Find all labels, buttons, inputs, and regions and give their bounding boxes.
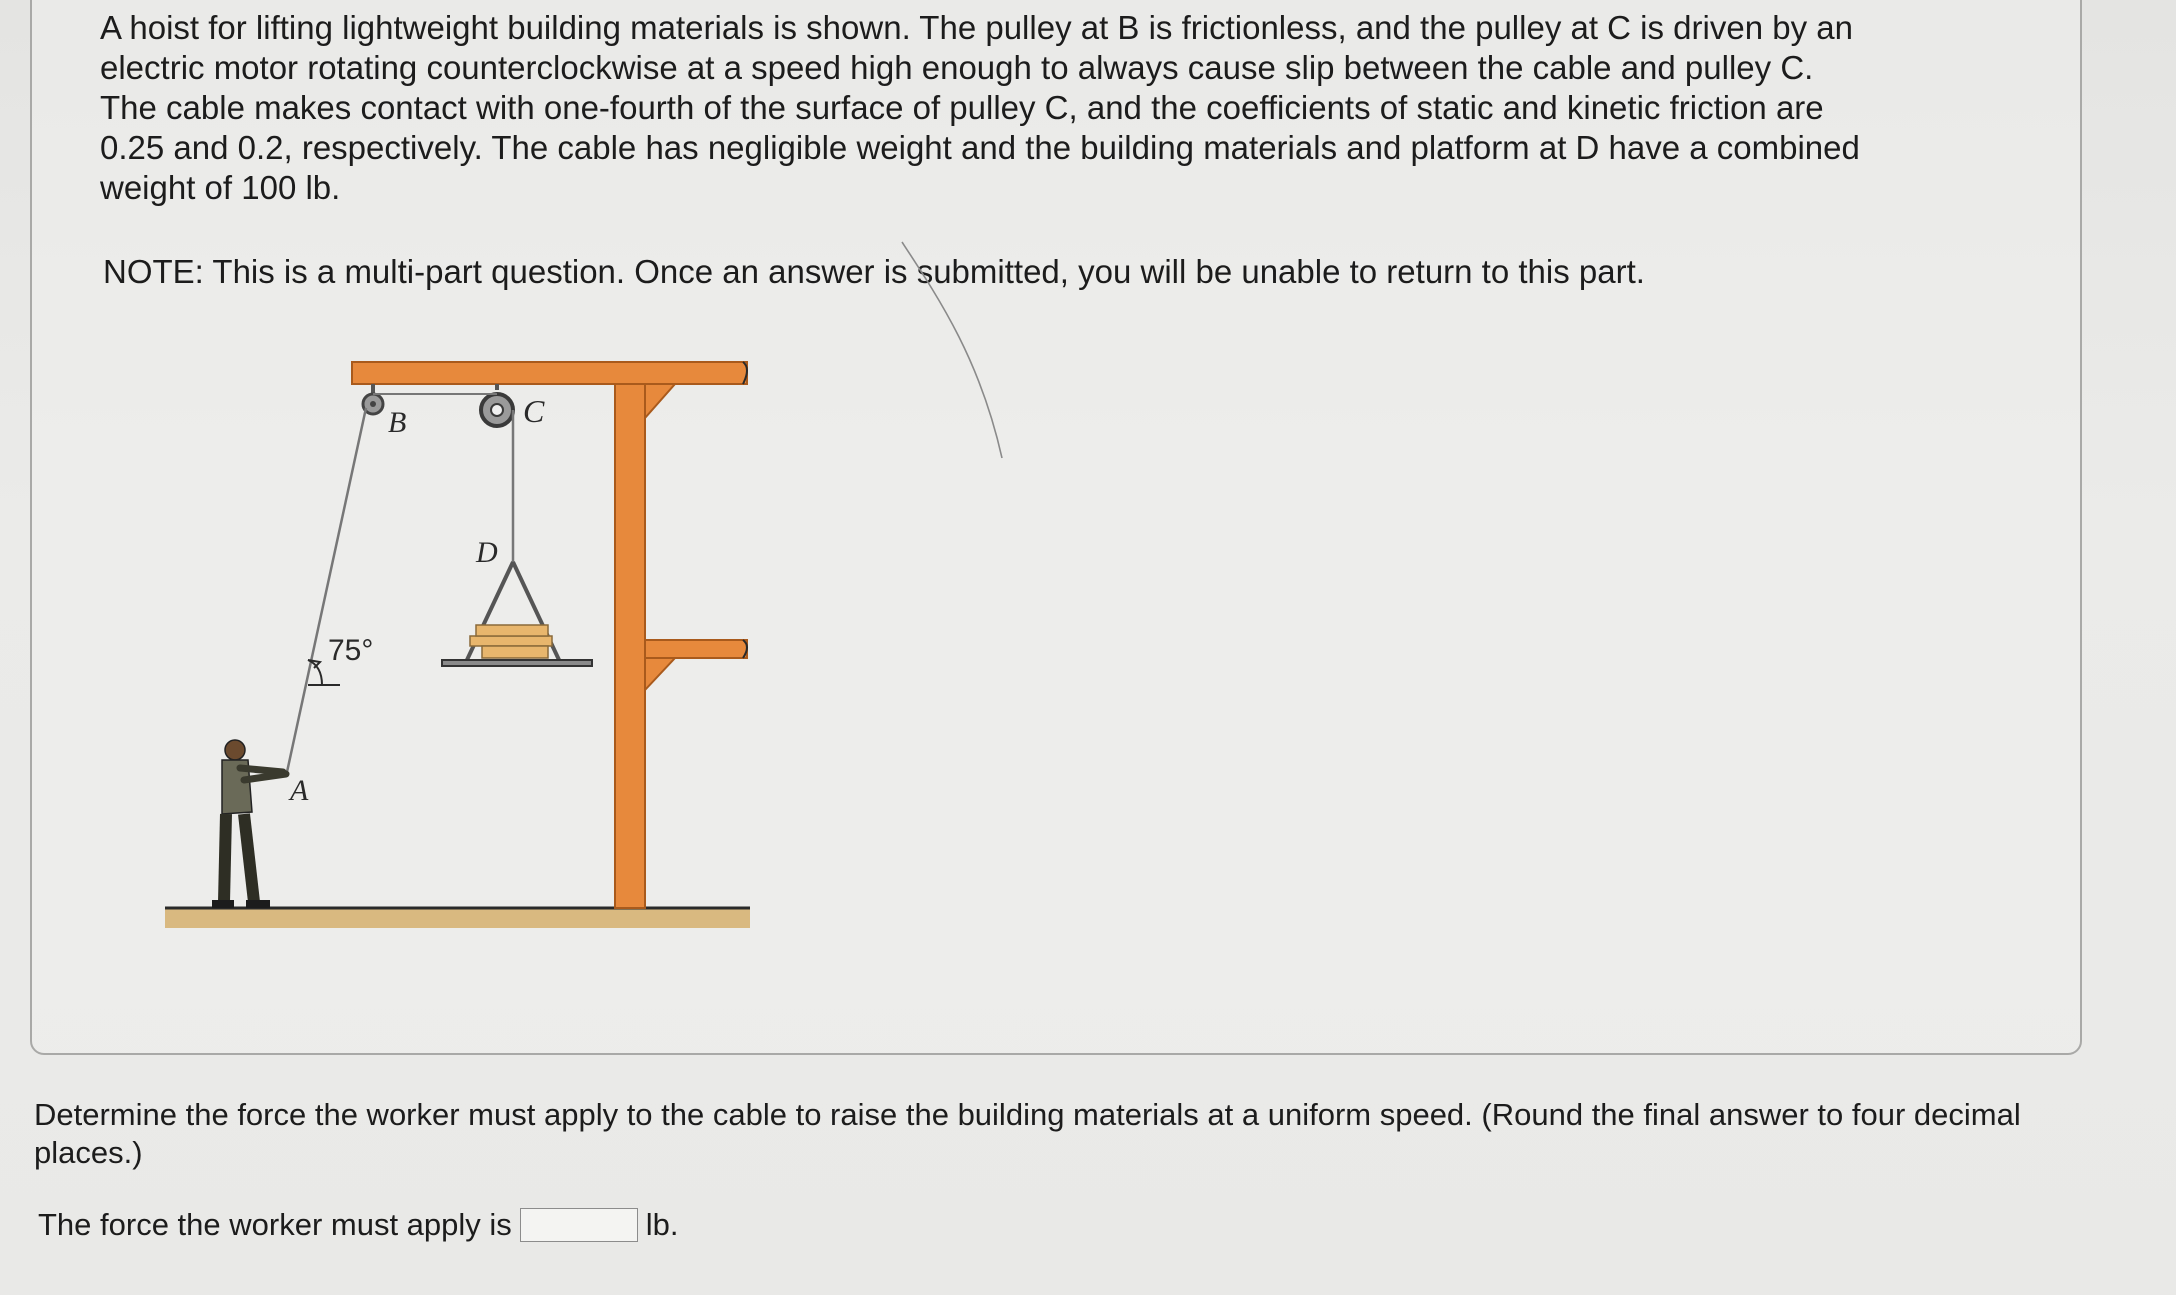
ground: [165, 908, 750, 928]
worker: [212, 740, 286, 908]
problem-statement: [100, 8, 2020, 208]
problem-line: 0.25 and 0.2, respectively. The cable has negligible weight and the building materials and platform at D have a combined: [100, 129, 1860, 166]
answer-row: [38, 1205, 679, 1245]
label-a: A: [290, 774, 309, 807]
pen-mark: [900, 240, 1020, 470]
vertical-post: [615, 368, 645, 908]
question-text: Determine the force the worker must apply to the cable to raise the building materials at a uniform speed. (Round the final answer to four decimal places.): [34, 1097, 2021, 1170]
answer-prefix: The force the worker must apply is: [38, 1207, 512, 1242]
problem-line: A hoist for lifting lightweight building materials is shown. The pulley at B is frictionless, and the pulley at C is driven by an: [100, 9, 1853, 46]
force-answer-input[interactable]: [520, 1208, 638, 1242]
angle-label: 75°: [328, 634, 374, 667]
lower-arm: [645, 640, 747, 658]
label-b: B: [388, 406, 407, 439]
problem-line: weight of 100 lb.: [100, 169, 341, 206]
problem-line: The cable makes contact with one-fourth of the surface of pulley C, and the coefficients of static and kinetic friction are: [100, 89, 1824, 126]
cable-ab: [287, 408, 366, 772]
platform-d: [442, 562, 592, 666]
hoist-figure: [140, 340, 780, 940]
pulley-c: [481, 384, 513, 426]
multi-part-note: NOTE: This is a multi-part question. Once an answer is submitted, you will be unable to return to this part.: [103, 253, 1645, 290]
top-beam: [352, 362, 747, 384]
label-c: C: [523, 393, 545, 429]
label-d: D: [476, 536, 498, 569]
problem-line: electric motor rotating counterclockwise at a speed high enough to always cause slip between the cable and pulley C.: [100, 49, 1814, 86]
answer-unit: lb.: [645, 1207, 679, 1242]
